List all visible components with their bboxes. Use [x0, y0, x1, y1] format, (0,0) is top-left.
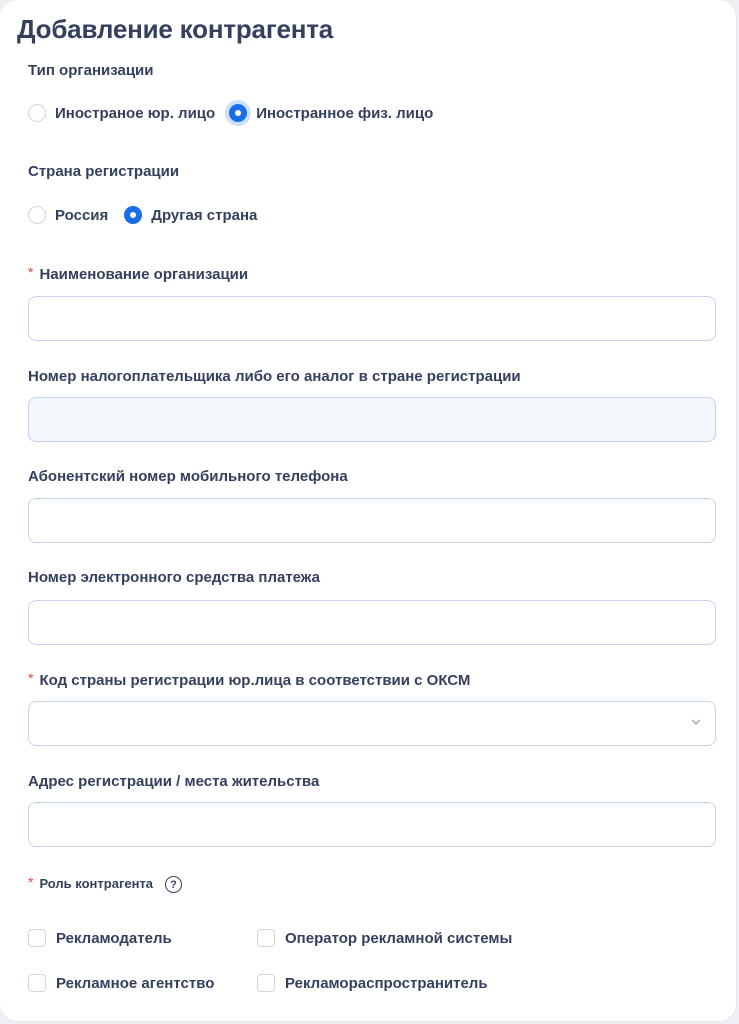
chevron-down-icon[interactable]	[691, 717, 701, 727]
tax-number-label: Номер налогоплательщика либо его аналог в стране регистрации	[28, 368, 521, 385]
required-mark: *	[28, 264, 34, 280]
country-code-label	[28, 672, 470, 689]
checkbox-label: Оператор рекламной системы	[285, 929, 513, 947]
role-label-text: Роль контрагента	[39, 876, 154, 891]
org-name-input[interactable]	[28, 296, 716, 341]
radio-circle[interactable]	[28, 104, 46, 122]
role-label	[28, 875, 182, 892]
reg-country-radio-group	[28, 206, 273, 224]
country-code-select[interactable]	[28, 701, 716, 746]
checkbox-box[interactable]	[28, 929, 46, 947]
address-label: Адрес регистрации / места жительства	[28, 773, 320, 790]
checkbox-label: Рекламодатель	[56, 929, 172, 947]
radio-label: Иностранное физ. лицо	[256, 104, 434, 122]
radio-circle-selected[interactable]	[124, 206, 142, 224]
radio-foreign-legal-entity[interactable]	[28, 104, 215, 122]
checkbox-box[interactable]	[28, 974, 46, 992]
checkbox-label: Рекламное агентство	[56, 974, 215, 992]
org-name-label-text: Наименование организации	[39, 266, 249, 283]
phone-input[interactable]	[28, 498, 716, 543]
org-type-label: Тип организации	[28, 62, 154, 79]
radio-label: Иностраное юр. лицо	[55, 104, 216, 122]
radio-foreign-individual[interactable]	[229, 104, 433, 122]
checkbox-label: Рекламораспространитель	[285, 974, 488, 992]
radio-label: Другая страна	[151, 206, 258, 224]
radio-label: Россия	[55, 206, 109, 224]
checkbox-advertiser[interactable]	[28, 929, 172, 947]
country-code-label-text: Код страны регистрации юр.лица в соответствии с ОКСМ	[39, 672, 471, 689]
radio-other-country[interactable]	[124, 206, 257, 224]
checkbox-box[interactable]	[257, 974, 275, 992]
tax-number-input	[28, 397, 716, 442]
org-type-radio-group	[28, 104, 449, 122]
address-input[interactable]	[28, 802, 716, 847]
radio-russia[interactable]	[28, 206, 108, 224]
checkbox-box[interactable]	[257, 929, 275, 947]
required-mark: *	[28, 873, 34, 890]
checkbox-ad-agency[interactable]	[28, 974, 214, 992]
radio-circle[interactable]	[28, 206, 46, 224]
checkbox-ad-system-operator[interactable]	[257, 929, 512, 947]
question-circle-icon[interactable]: ?	[165, 876, 182, 893]
payment-number-input[interactable]	[28, 600, 716, 645]
org-name-label	[28, 266, 248, 283]
required-mark: *	[28, 670, 34, 686]
reg-country-label: Страна регистрации	[28, 163, 180, 180]
radio-circle-selected[interactable]	[229, 104, 247, 122]
phone-label: Абонентский номер мобильного телефона	[28, 468, 348, 485]
payment-number-label: Номер электронного средства платежа	[28, 569, 320, 586]
checkbox-ad-distributor[interactable]	[257, 974, 488, 992]
page-title: Добавление контрагента	[17, 14, 334, 44]
